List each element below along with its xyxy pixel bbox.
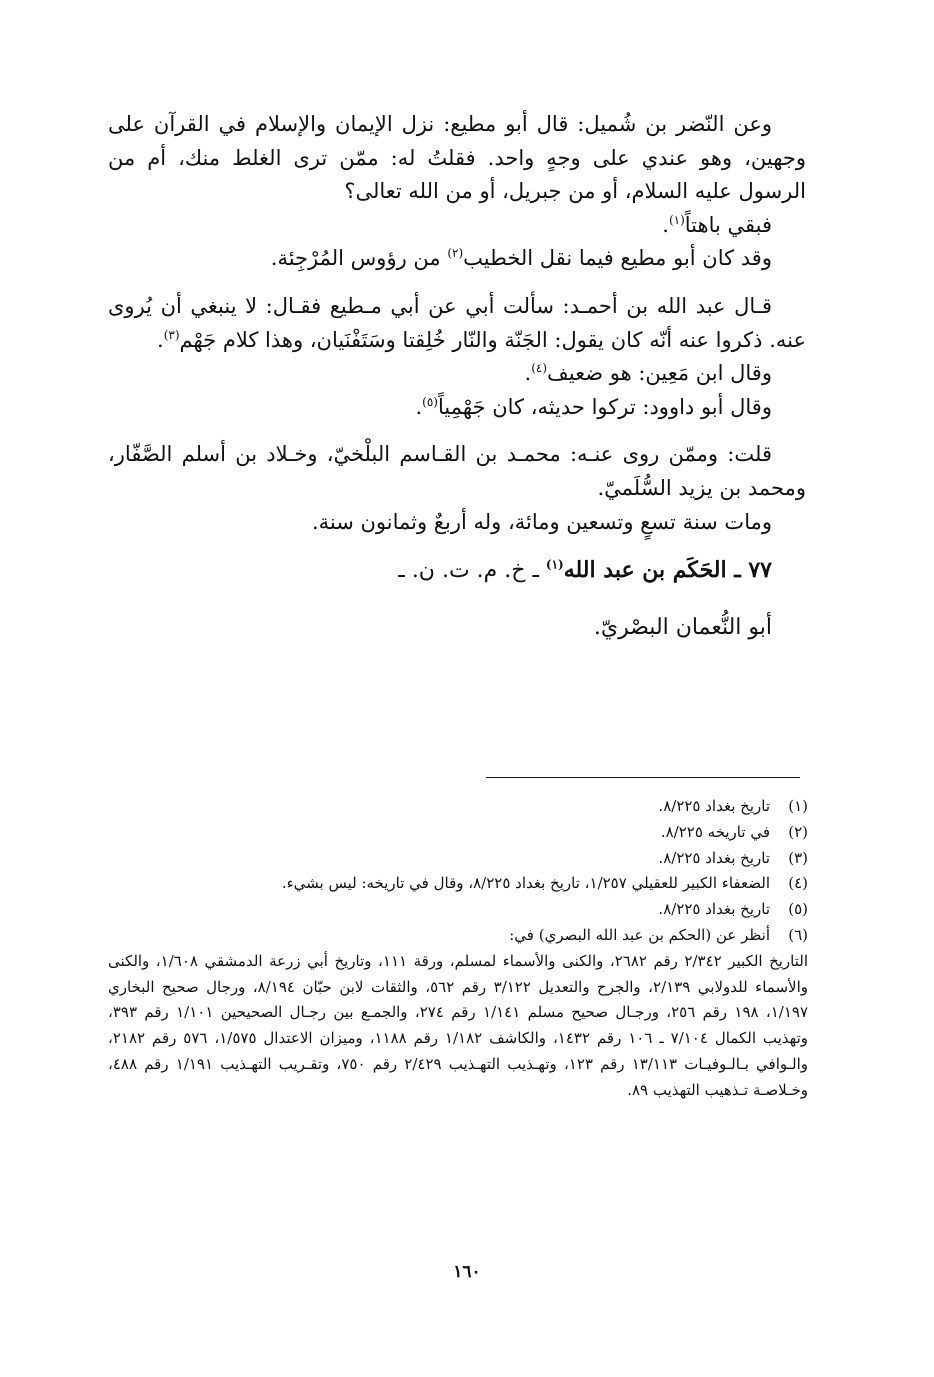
entry-tags: ـ خ. م. ت. ن. ـ xyxy=(398,558,546,584)
footnote-ref-5: (٥) xyxy=(422,394,438,409)
footnote-item xyxy=(108,923,808,949)
entry-subtitle xyxy=(108,610,806,645)
footnotes xyxy=(108,794,808,1104)
paragraph-text: وعن النّضر بن شُميل: قال أبو مطيع: نزل الإيمان والإسلام في القرآن على وجهين، وهو عندي على وجهٍ واحد. فقلتُ له: ممّن ترى الغلط منك، أم من الرسول عليه السلام، أو من جبريل، أو من الله تعالى؟ xyxy=(108,112,806,204)
footnote-number: (٢) xyxy=(788,822,808,841)
footnote-text: في تاريخه ٨/٢٢٥. xyxy=(660,822,770,841)
paragraph-text: وقال أبو داوود: تركوا حديثه، كان جَهْمِياً xyxy=(437,394,772,419)
footnote-text: تاريخ بغداد ٨/٢٢٥. xyxy=(658,797,770,815)
paragraph-end: . xyxy=(415,394,423,419)
paragraph-end: . xyxy=(662,212,669,237)
paragraph-text: وقال ابن مَعِين: هو ضعيف xyxy=(547,361,772,386)
paragraph-end: . xyxy=(157,327,164,352)
footnote-item xyxy=(108,846,808,872)
paragraph-narrators xyxy=(108,438,806,505)
footnote-number: (٣) xyxy=(788,848,808,867)
paragraph-khatib xyxy=(108,242,806,276)
paragraph-death xyxy=(108,506,806,540)
footnote-ref-2: (٢) xyxy=(447,246,464,261)
paragraph-text: قلت: وممّن روى عنـه: محمـد بن القـاسم البلْخيّ، وخـلاد بن أسلم الصَّفّار، ومحمد بن يزيد السُّلَميّ. xyxy=(108,442,806,500)
footnote-ref-1: (١) xyxy=(668,212,685,227)
footnote-sources-list: التاريخ الكبير ٢/٣٤٢ رقم ٢٦٨٢، والكنى والأسماء لمسلم، ورقة ١١١، وتاريخ أبي زرعة الدمشقي ١/٦٠٨، والكنى والأسماء للدولابي ٢/١٣٩، والجرح والتعديل ٣/١٢٢ رقم ٥٦٢، والثقات لابن حبّان ٨/١٩٤، ورجال صحيح البخاري ١/١٩٧، ١٩٨ رقم ٢٥٦، ورجـال صحيح مسلم ١/١٤١ رقم ٢٧٤، والجمـع بين رجـال الصحيحين ١/١٠١ رقم ٣٩٣، وتهذيب الكمال ٧/١٠٤ ـ ١٠٦ رقم ١٤٣٢، والكاشف ١/١٨٢ رقم ١١٨٨، وميزان الاعتدال ١/٥٧٥، ٥٧٦ رقم ٢١٨٢، والـوافي بـالـوفيـات ١٣/١١٣ رقم ١٢٣، وتهـذيب التهـذيب ٢/٤٢٩ رقم ٧٥٠، وتقـريب التهـذيب ١/١٩١ رقم ٤٨٨، وخـلاصـة تـذهيب التهذيب ٨٩. xyxy=(108,951,809,1099)
footnote-number: (١) xyxy=(788,797,808,815)
page-number: ١٦٠ xyxy=(453,1262,481,1282)
entry-heading xyxy=(108,553,806,588)
footnote-number: (٤) xyxy=(788,874,808,893)
footnote-item xyxy=(108,871,808,897)
paragraph-abdullah-ahmad xyxy=(108,290,806,357)
paragraph-text: ومات سنة تسعٍ وتسعين ومائة، وله أربعٌ وثمانون سنة. xyxy=(311,509,772,534)
footnote-ref-4: (٤) xyxy=(531,361,548,376)
footnote-text: تاريخ بغداد ٨/٢٢٥. xyxy=(658,848,770,867)
footnote-ref-6: (١) xyxy=(545,557,564,572)
footnote-number: (٦) xyxy=(788,925,808,944)
paragraph-end: من رؤوس المُرْجِئة. xyxy=(270,246,448,271)
paragraph-ibn-main xyxy=(108,357,806,391)
footnote-text: أنظر عن (الحكم بن عبد الله البصري) في: xyxy=(509,925,770,944)
entry-title: ٧٧ ـ الحَكَم بن عبد الله xyxy=(563,557,772,584)
footnote-item xyxy=(108,897,808,923)
paragraph-text: فبقي باهتاً xyxy=(684,212,772,237)
paragraph-end: . xyxy=(524,361,532,386)
entry-kunya: أبو النُّعمان البصْريّ. xyxy=(593,615,772,641)
paragraph-text: وقد كان أبو مطيع فيما نقل الخطيب xyxy=(463,246,772,271)
footnote-number: (٥) xyxy=(788,900,808,919)
footnote-text: الضعفاء الكبير للعقيلي ١/٢٥٧، تاريخ بغداد ٨/٢٢٥، وقال في تاريخه: ليس بشيء. xyxy=(281,874,770,893)
paragraph-bahit xyxy=(108,209,806,243)
paragraph-nadr-quote xyxy=(108,108,806,209)
footnote-item xyxy=(108,794,808,820)
paragraph-abu-dawud xyxy=(108,391,806,425)
paragraph-text: قـال عبد الله بن أحمـد: سألت أبي عن أبي مـطيع فقـال: لا ينبغي أن يُروى عنه. ذكروا عنه أنّه كان يقول: الجَنّة والنّار خُلِقتا وسَتَفْنَيان، وهذا كلام جَهْم xyxy=(108,293,806,352)
footnote-divider xyxy=(486,777,800,778)
footnote-text: تاريخ بغداد ٨/٢٢٥. xyxy=(658,900,770,919)
footnote-item xyxy=(108,820,808,846)
main-text xyxy=(108,108,806,668)
footnote-ref-3: (٣) xyxy=(163,327,180,342)
